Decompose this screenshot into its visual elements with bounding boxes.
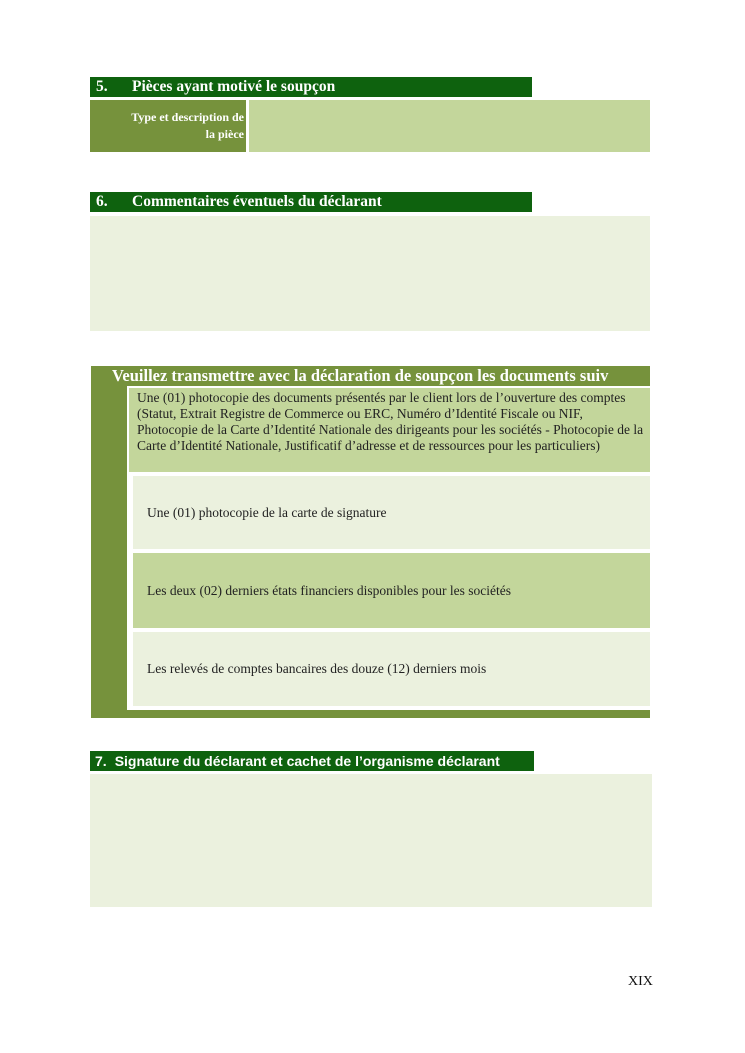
document-item: Les relevés de comptes bancaires des douze (12) derniers mois — [133, 632, 650, 706]
section-5-header — [90, 77, 532, 97]
documents-list — [127, 386, 650, 710]
page-number: XIX — [628, 974, 653, 989]
section-7-title: Signature du déclarant et cachet de l’organisme déclarant — [114, 753, 500, 769]
section-5-number: 5. — [96, 78, 108, 95]
signature-field[interactable] — [90, 774, 652, 907]
section-7-number: 7. — [95, 753, 107, 769]
piece-type-label-line1: Type et description de — [131, 110, 244, 124]
document-item: Une (01) photocopie des documents présentés par le client lors de l’ouverture des comptes (Statut, Extrait Registre de Commerce ou ERC, Numéro d’Identité Fiscale ou NIF, Photocopie de la Carte d’Identité Nationale des dirigeants pour les sociétés - Photocopie de la Carte d’Identité Nationale, Justificatif d’adresse et de ressources pour les particuliers) — [129, 388, 650, 472]
document-item: Les deux (02) derniers états financiers disponibles pour les sociétés — [133, 553, 650, 628]
section-5-title: Pièces ayant motivé le soupçon — [132, 78, 336, 95]
piece-type-label-line2: la pièce — [205, 127, 244, 141]
section-7-header — [90, 751, 534, 771]
piece-type-field[interactable] — [249, 100, 650, 152]
documents-title: Veuillez transmettre avec la déclaration de soupçon les documents suiv — [112, 366, 609, 385]
documents-block — [91, 366, 650, 718]
comments-field[interactable] — [90, 216, 650, 331]
section-6-title: Commentaires éventuels du déclarant — [132, 193, 382, 210]
section-6-number: 6. — [96, 193, 108, 210]
piece-type-label — [90, 100, 246, 152]
section-6-header — [90, 192, 532, 212]
document-item: Une (01) photocopie de la carte de signature — [133, 476, 650, 549]
